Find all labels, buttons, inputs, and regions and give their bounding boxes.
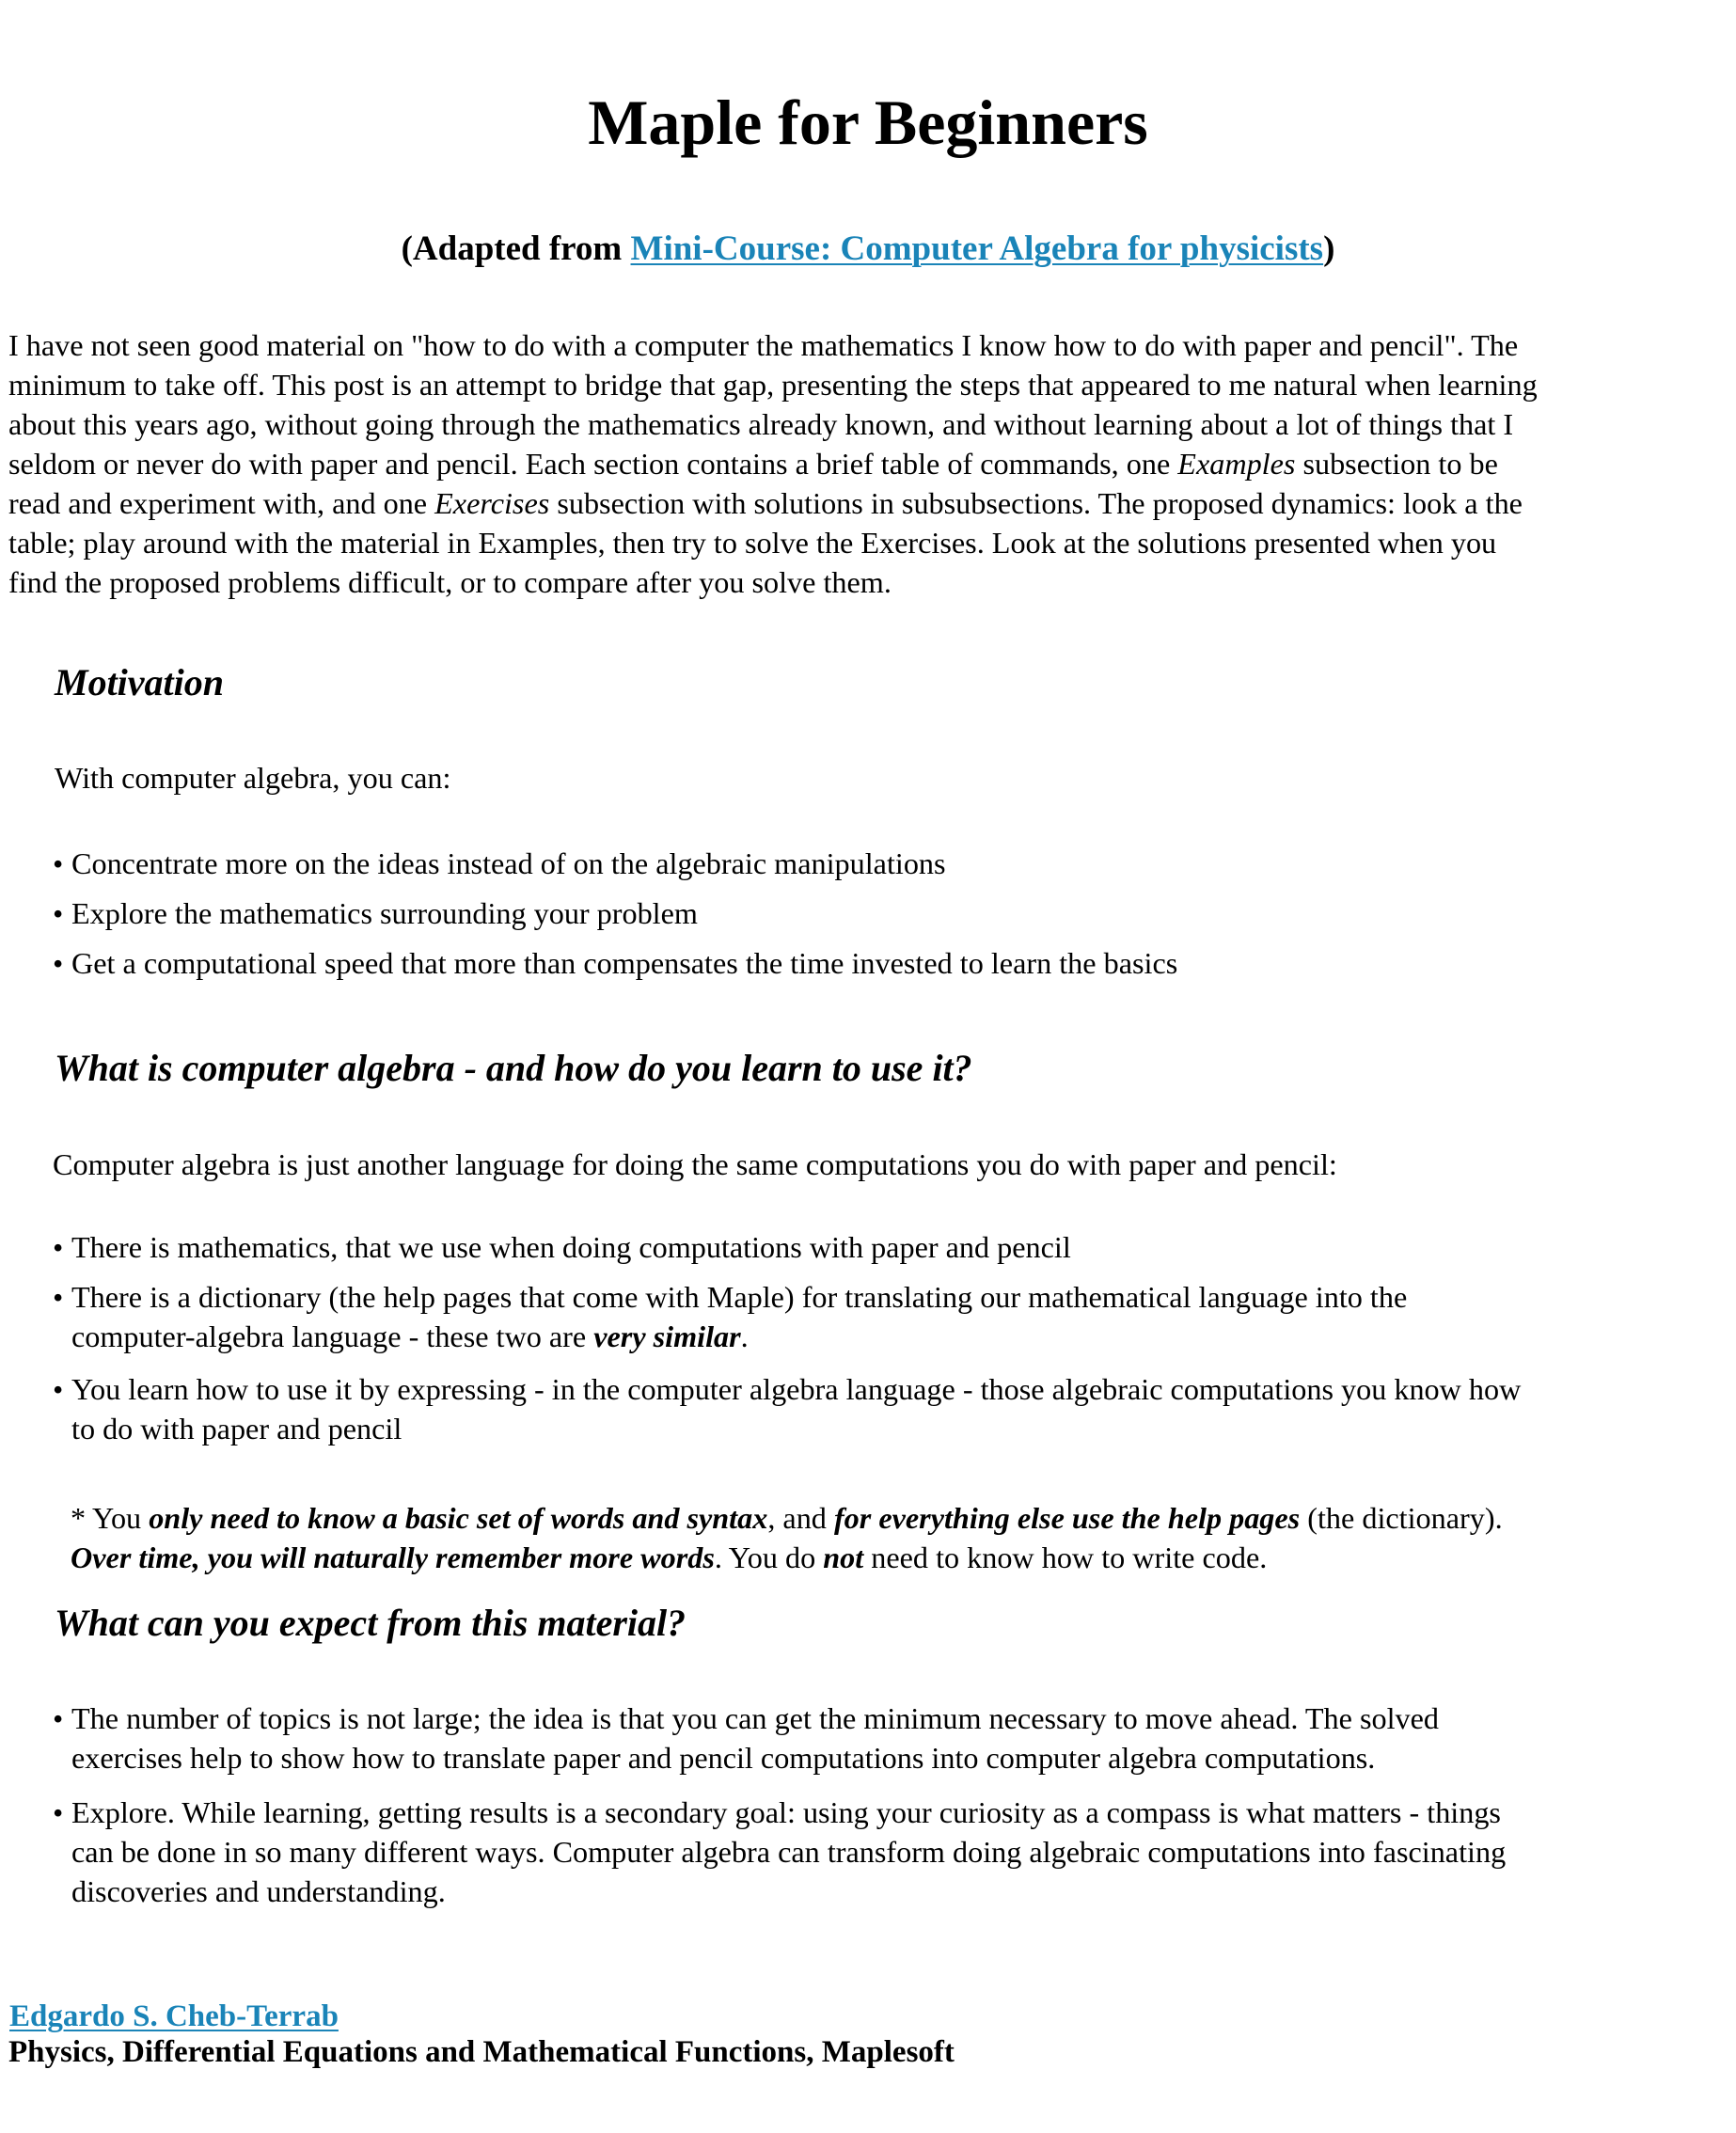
list-item-text xyxy=(71,893,698,933)
emphasis-text: only need to know a basic set of words and syntax xyxy=(149,1501,768,1535)
text-run: computer-algebra language - these two are xyxy=(71,1319,594,1353)
text-line xyxy=(71,844,946,883)
list-item-text xyxy=(71,1369,1521,1448)
text-run: There is a dictionary (the help pages that come with Maple) for translating our mathematical language into the xyxy=(71,1280,1408,1314)
text-line xyxy=(8,365,1538,404)
text-run: subsection with solutions in subsubsections. The proposed dynamics: look a the xyxy=(549,486,1523,520)
text-run: can be done in so many different ways. Computer algebra can transform doing algebraic computations into fascinating xyxy=(71,1835,1507,1869)
text-run: The number of topics is not large; the idea is that you can get the minimum necessary to move ahead. The solved xyxy=(71,1701,1440,1735)
text-run: . xyxy=(740,1319,749,1353)
text-line xyxy=(71,1538,1503,1577)
bullet-icon: • xyxy=(53,896,64,930)
text-line xyxy=(71,1793,1506,1832)
text-run: subsection to be xyxy=(1295,447,1498,481)
text-run: seldom or never do with paper and pencil. Each section contains a brief table of commands, one xyxy=(8,447,1178,481)
text-line xyxy=(71,943,1177,983)
text-line xyxy=(8,444,1538,483)
text-run: , and xyxy=(767,1501,834,1535)
text-run: Explore the mathematics surrounding your problem xyxy=(71,896,698,930)
subtitle-suffix: ) xyxy=(1323,229,1335,268)
text-run: . You do xyxy=(714,1540,824,1574)
text-line xyxy=(71,893,698,933)
text-run: need to know how to write code. xyxy=(863,1540,1268,1574)
emphasis-text: for everything else use the help pages xyxy=(833,1501,1301,1535)
text-line xyxy=(71,1277,1407,1317)
author-affiliation: Physics, Differential Equations and Mathematical Functions, Maplesoft xyxy=(8,2035,955,2069)
list-item-text xyxy=(71,1277,1407,1356)
text-line xyxy=(71,1832,1506,1872)
list-item-text xyxy=(71,844,946,883)
text-line xyxy=(8,523,1538,562)
text-run: discoveries and understanding. xyxy=(71,1874,446,1908)
text-line xyxy=(8,325,1538,365)
bullet-icon: • xyxy=(53,1701,64,1735)
intro-paragraph xyxy=(8,325,1538,602)
text-line xyxy=(71,1317,1407,1356)
section-heading-expect: What can you expect from this material? xyxy=(55,1602,687,1644)
text-line xyxy=(8,483,1538,523)
page-subtitle xyxy=(0,229,1736,270)
bullet-icon: • xyxy=(53,846,64,880)
motivation-lead: With computer algebra, you can: xyxy=(55,761,451,795)
author-link[interactable]: Edgardo S. Cheb-Terrab xyxy=(9,1999,339,2033)
page-title: Maple for Beginners xyxy=(588,87,1148,158)
text-run: You learn how to use it by expressing - in the computer algebra language - those algebraic computations you know how xyxy=(71,1372,1522,1406)
text-run: Get a computational speed that more than compensates the time invested to learn the basics xyxy=(71,946,1178,980)
emphasis-text: Over time, you will naturally remember more words xyxy=(71,1540,715,1574)
text-run: read and experiment with, and one xyxy=(8,486,435,520)
bullet-icon: • xyxy=(53,1280,64,1314)
emphasis-text: very similar xyxy=(593,1319,741,1353)
text-run: about this years ago, without going through the mathematics already known, and without learning about a lot of things that I xyxy=(8,407,1514,441)
text-run: There is mathematics, that we use when doing computations with paper and pencil xyxy=(71,1230,1071,1264)
bullet-icon: • xyxy=(53,946,64,980)
text-line xyxy=(71,1409,1521,1448)
text-run: find the proposed problems difficult, or to compare after you solve them. xyxy=(8,565,892,599)
what-is-lead: Computer algebra is just another language for doing the same computations you do with paper and pencil: xyxy=(53,1147,1337,1181)
subtitle-prefix: (Adapted from xyxy=(401,229,631,268)
section-heading-what-is: What is computer algebra - and how do you learn to use it? xyxy=(55,1047,972,1089)
text-line xyxy=(71,1872,1506,1911)
text-run: Explore. While learning, getting results is a secondary goal: using your curiosity as a compass is what matters - things xyxy=(71,1795,1501,1829)
bullet-icon: • xyxy=(53,1372,64,1406)
text-run: * You xyxy=(71,1501,150,1535)
emphasis-text: Examples xyxy=(1177,447,1296,481)
list-item-text xyxy=(71,1793,1506,1911)
text-run: to do with paper and pencil xyxy=(71,1412,402,1446)
text-run: table; play around with the material in Examples, then try to solve the Exercises. Look at the solutions presented when you xyxy=(8,526,1497,560)
text-run: minimum to take off. This post is an attempt to bridge that gap, presenting the steps that appeared to me natural when learning xyxy=(8,368,1538,402)
text-line xyxy=(8,404,1538,444)
text-run: Concentrate more on the ideas instead of on the algebraic manipulations xyxy=(71,846,946,880)
emphasis-text: Exercises xyxy=(434,486,550,520)
mini-course-link[interactable]: Mini-Course: Computer Algebra for physicists xyxy=(630,229,1324,268)
text-line xyxy=(71,1698,1439,1738)
text-line xyxy=(71,1498,1503,1538)
list-item-text xyxy=(71,943,1177,983)
text-run: I have not seen good material on "how to do with a computer the mathematics I know how to do with paper and pencil". The xyxy=(8,328,1519,362)
text-line xyxy=(71,1369,1521,1409)
help-pages-note xyxy=(71,1498,1503,1577)
text-run: exercises help to show how to translate paper and pencil computations into computer algebra computations. xyxy=(71,1741,1376,1775)
emphasis-text: not xyxy=(823,1540,864,1574)
bullet-icon: • xyxy=(53,1795,64,1829)
text-line xyxy=(8,562,1538,602)
text-line xyxy=(71,1227,1071,1267)
list-item-text xyxy=(71,1227,1071,1267)
text-line xyxy=(71,1738,1439,1778)
section-heading-motivation: Motivation xyxy=(55,661,225,703)
bullet-icon: • xyxy=(53,1230,64,1264)
list-item-text xyxy=(71,1698,1439,1778)
text-run: (the dictionary). xyxy=(1300,1501,1503,1535)
